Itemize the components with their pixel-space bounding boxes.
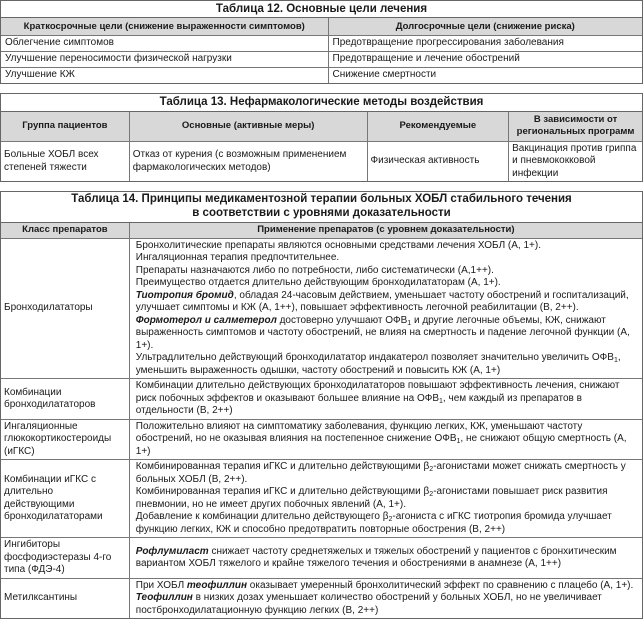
table-row [1,460,642,538]
subscript: 2 [429,491,434,499]
table-12-title: Таблица 12. Основные цели лечения [1,1,642,18]
usage-cell [129,578,642,618]
text-line: уменьшить выраженность одышки, частоту обострений и повысить КЖ (А, 1+) [135,364,501,376]
text-line [136,290,636,303]
usage-cell [129,419,642,460]
text-fragment: , обладая 24-часовым действием, уменьшает частоту обострений и госпитализаций, [233,289,629,301]
table-cell: Предотвращение прогрессирования заболевания [328,36,642,52]
drug-class-cell: Комбинации бронходилататоров [1,379,129,420]
usage-cell [129,238,642,379]
table-14-title [1,192,642,223]
text-fragment: и другие легочные объемы, КЖ, снижают [411,314,606,326]
table-row [1,52,642,68]
text-line: вариантом ХОБЛ тяжелого и крайне тяжелого течения и обострениями в анамнезе (А, 1++) [135,558,562,570]
table-cell: Вакцинация против гриппа и пневмококковой инфекции [509,141,642,181]
text-line [136,393,636,406]
text-fragment: , не снижают общую смертность (А, 1+) [135,433,627,457]
table-row [1,141,642,181]
table-cell: Облегчение симптомов [1,36,328,52]
table-14 [0,191,643,619]
text-line: Препараты назначаются либо по потребности, либо систематически (А,1++). [135,264,494,276]
text-line: Преимущество отдается длительно действующим бронходилататорам (А, 1+). [135,277,501,289]
text-fragment: Комбинированная терапия иГКС и длительно действующими β [135,461,430,473]
table-14-header-class: Класс препаратов [1,223,129,239]
drug-name: Тиотропия бромид [135,289,234,301]
text-line [136,546,636,559]
text-line [136,511,636,524]
text-line: Положительно влияют на симптоматику заболевания, функцию легких, КЖ, уменьшают частоту [135,420,583,432]
text-line: отдельности (В, 2++) [135,405,233,417]
text-fragment: , чем каждый из препаратов в [442,392,582,404]
table-13 [0,93,643,182]
text-line [136,433,636,458]
text-line: Бронхолитические препараты являются основными средствами лечения ХОБЛ (А, 1+). [135,239,541,251]
text-fragment: оказывает умеренный бронхолитический эффект по сравнению с плацебо (А, 1+). [247,579,634,591]
subscript: 2 [429,466,434,474]
text-line: выраженность симптомов и частоту обострений, не влияя на смертность и падение легочной функции (А, 1+). [135,327,630,351]
text-fragment: При ХОБЛ [135,579,187,591]
text-fragment: снижает частоту среднетяжелых и тяжелых обострений у пациентов с бронхитическим [208,545,617,557]
text-fragment: , [617,352,621,364]
usage-cell [129,538,642,579]
text-line: пневмонии, но не имеет других побочных явлений (А, 1+). [135,498,406,510]
table-12-grid [1,18,642,83]
table-row [1,538,642,579]
text-fragment: риск побочных эффектов и оказывают большее влияние на ОФВ [135,392,440,404]
drug-class-cell: Метилксантины [1,578,129,618]
table-row [1,578,642,618]
table-14-header-usage: Применение препаратов (с уровнем доказательности) [129,223,642,239]
text-fragment: -агониста с иГКС тиотропия бромида улучшает [392,511,612,523]
text-line [136,352,636,365]
table-12-header-long: Долгосрочные цели (снижение риска) [328,18,642,36]
text-fragment: Добавление к комбинации длительно действующего β [135,511,389,523]
text-fragment: в низких дозах уменьшает количество обострений у больных ХОБЛ, но не увеличивает [192,592,602,604]
subscript: 2 [388,516,393,524]
drug-class-cell: Ингаляционные глюкокортикостероиды (иГКС) [1,419,129,460]
usage-cell [129,460,642,538]
table-cell: Улучшение КЖ [1,68,328,84]
drug-name: Формотерол и салметерол [135,314,277,326]
table-cell: Физическая активность [367,141,509,181]
text-fragment: обострений, но не оказывая влияния на постепенное снижение ОФВ [135,433,457,445]
drug-class-cell: Комбинации иГКС с длительно действующими бронходилататорами [1,460,129,538]
table-cell: Отказ от курения (с возможным применением фармакологических методов) [129,141,367,181]
text-line: улучшает симптомы и КЖ (А, 1++), повышает эффективность легочной реабилитации (В, 2++). [135,302,579,314]
table-row [1,379,642,420]
usage-cell [129,379,642,420]
table-row [1,36,642,52]
subscript: 1 [439,397,443,405]
drug-class-cell: Бронходилататоры [1,238,129,379]
text-fragment: -агонистами может снижать смертность у [433,461,626,473]
drug-name: теофиллин [186,579,248,591]
drug-class-cell: Ингибиторы фосфодиэстеразы 4-го типа (ФДЭ-4) [1,538,129,579]
drug-name: Рофлумиласт [135,545,209,557]
table-cell: Предотвращение и лечение обострений [328,52,642,68]
table-12 [0,0,643,84]
subscript: 1 [613,357,618,365]
text-line [136,486,636,499]
text-line: Комбинации длительно действующих бронходилататоров повышают эффективность лечения, снижают [135,380,620,392]
table-cell: Улучшение переносимости физической нагрузки [1,52,328,68]
text-fragment: Ультрадлительно действующий бронходилататор индакатерол позволяет значительно увеличить ОФВ [135,352,614,364]
table-13-header: Основные (активные меры) [129,112,367,142]
table-row [1,238,642,379]
table-13-header: Рекомендуемые [367,112,509,142]
table-cell: Снижение смертности [328,68,642,84]
table-13-header: В зависимости от региональных программ [509,112,642,142]
text-fragment: -агонистами повышает риск развития [433,486,608,498]
subscript: 1 [407,319,412,327]
text-line [136,592,636,605]
text-fragment: Комбинированная терапия иГКС и длительно действующими β [135,486,430,498]
subscript: 1 [456,438,461,446]
table-cell: Больные ХОБЛ всех степеней тяжести [1,141,129,181]
table-13-grid [1,112,642,182]
table-12-header-short: Краткосрочные цели (снижение выраженности симптомов) [1,18,328,36]
text-line: Ингаляционная терапия предпочтительнее. [135,252,340,264]
drug-name: Теофиллин [135,592,193,604]
text-line [136,580,636,593]
text-line [136,461,636,474]
text-line [136,315,636,328]
text-fragment: достоверно улучшают ОФВ [276,314,408,326]
table-13-title: Таблица 13. Нефармакологические методы воздействия [1,94,642,111]
table-13-header: Группа пациентов [1,112,129,142]
table-row [1,419,642,460]
text-line: больных ХОБЛ (В, 2++). [135,473,248,485]
text-line: постбронходилатационную функцию легких (В, 2++) [135,604,379,616]
table-14-grid [1,223,642,619]
table-14-title-line: Таблица 14. Принципы медикаментозной терапии больных ХОБЛ стабильного течения [71,193,572,206]
table-row [1,68,642,84]
text-line: функцию легких, КЖ и способно предотвратить повторные обострения (В, 2++) [135,523,506,535]
table-14-title-line: в соответствии с уровнями доказательности [192,207,451,220]
